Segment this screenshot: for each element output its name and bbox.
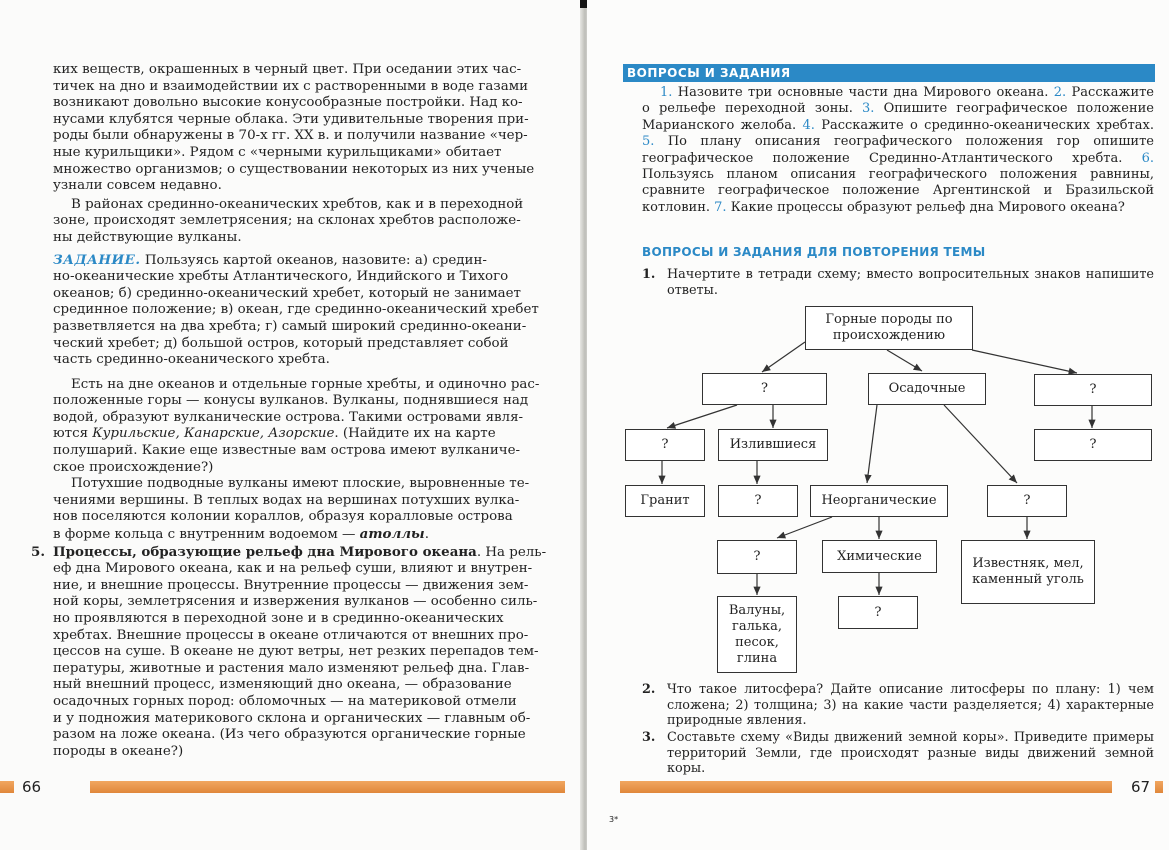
para-earthquakes (53, 197, 564, 247)
footer-bar-left (90, 781, 565, 793)
left-text-block (31, 62, 564, 760)
text-line: пературы, животные и растения мало изменяют рельеф дна. Глав- (53, 660, 530, 676)
box-granite: Гранит (625, 485, 705, 517)
text-line: нов поселяются колонии кораллов, образуя коралловые острова (53, 509, 513, 525)
question-number: 7. (714, 199, 727, 215)
text-line: ких веществ, окрашенных в черный цвет. При оседании этих час- (53, 62, 522, 77)
right-page (587, 0, 1169, 850)
review-header: ВОПРОСЫ И ЗАДАНИЯ ДЛЯ ПОВТОРЕНИЯ ТЕМЫ (642, 245, 986, 259)
atoll-post: . (424, 527, 429, 543)
text-line: еф дна Мирового океана, как и на рельеф суши, влияют и внутрен- (53, 561, 533, 577)
text-line: срединное положение; в) океан, где срединно-океанический хребет (53, 302, 539, 318)
box-clastic-examples: Валуны, галька, песок, глина (717, 596, 797, 673)
box-chemical: Химические (822, 540, 937, 573)
para-black-smokers (53, 62, 564, 195)
box-clastic: ? (717, 540, 797, 574)
text-line: нусами клубятся черные облака. Эти удивительные творения при- (53, 111, 529, 127)
page-number-left: 66 (22, 778, 42, 796)
box-metamorphic-child: ? (1034, 429, 1152, 461)
arrow-magmatic-to-intrusive (667, 405, 737, 428)
page-number-right: 67 (1131, 778, 1151, 796)
text-line: роды были обнаружены в 70-х гг. XX в. и получили название «чер- (53, 128, 528, 144)
task-label: ЗАДАНИЕ. (53, 251, 141, 268)
footer-bar-right-edge (1155, 781, 1163, 793)
review-item-3-number: 3. (642, 730, 656, 745)
text-line: ный внешний процесс, изменяющий дно океана, — образование (53, 677, 512, 693)
review-item-1-number: 1. (642, 267, 656, 282)
text-line: зоне, происходят землетрясения; на склонах хребтов расположе- (53, 213, 521, 229)
text-line: океанов; б) срединно-океанический хребет, который не занимает (53, 285, 521, 301)
review-item-1-text: Начертите в тетради схему; вместо вопросительных знаков напишите ответы. (667, 267, 1154, 298)
review-item-2-text: Что такое литосфера? Дайте описание литосферы по плану: 1) чем сложена; 2) толщина; 3) на какие части разделяется; 4) характерные природные явления. (667, 682, 1154, 729)
text-line: хребтах. Внешние процессы в океане отличаются от внешних про- (53, 627, 529, 643)
footer-bar-right (620, 781, 1112, 793)
text-line: ние, и внешние процессы. Внутренние процессы — движения зем- (53, 577, 529, 593)
task-block (53, 252, 564, 369)
text-line: чениями вершины. В теплых водах на вершинах потухших вулка- (53, 492, 520, 508)
question-text: Опишите географическое положение Марианского желоба. (642, 101, 1154, 133)
review-item-2-number: 2. (642, 682, 656, 697)
question-number: 6. (1141, 150, 1154, 166)
question-number: 2. (1053, 85, 1067, 100)
text-line: ной коры, землетрясения и извержения вулканов — особенно силь- (53, 594, 538, 610)
islands-names: Курильские, Канарские, Азорские (92, 426, 335, 442)
text-line: Потухшие подводные вулканы имеют плоские, выровненные те- (71, 476, 530, 492)
text-line: узнали совсем недавно. (53, 178, 222, 194)
text-line: ское происхождение?) (53, 459, 214, 475)
box-sedimentary: Осадочные (868, 373, 986, 405)
question-text: Расскажите о рельефе переходной зоны. (642, 85, 1154, 117)
review-item-2 (642, 682, 1154, 729)
box-effusive: Излившиеся (718, 429, 828, 461)
review-item-3 (642, 730, 1154, 777)
text-line: часть срединно-океанического хребта. (53, 352, 330, 368)
text-line: положенные горы — конусы вулканов. Вулканы, поднявшиеся над (53, 393, 529, 409)
arrow-root-to-metamorphic (972, 350, 1077, 373)
question-number: 5. (642, 134, 655, 150)
box-inorganic: Неорганические (810, 485, 948, 517)
question-text: Какие процессы образуют рельеф дна Мирового океана? (726, 199, 1125, 215)
arrow-inorganic-to-clastic (777, 517, 832, 538)
text-line: В районах срединно-океанических хребтов, как и в переходной (71, 196, 524, 212)
text-line: возникают довольно высокие конусообразные постройки. Над ко- (53, 95, 523, 111)
text-line: цессов на суше. В океане не дуют ветры, нет резких перепадов тем- (53, 644, 539, 660)
text-line: но-океанические хребты Атлантического, Индийского и Тихого (53, 269, 509, 285)
text-line: породы в океане?) (53, 743, 184, 759)
box-magmatic: ? (702, 373, 827, 405)
text-line: ческий хребет; д) большой остров, который представляет собой (53, 335, 509, 351)
section-5-title: Процессы, образующие рельеф дна Мирового океана (53, 543, 477, 560)
text-line: разом на ложе океана. (Из чего образуются органические горные (53, 727, 526, 743)
atoll-pre: в форме кольца с внутренним водоемом — (53, 527, 360, 543)
atoll-term: атоллы (359, 526, 425, 543)
text-line: Есть на дне океанов и отдельные горные хребты, и одиночно рас- (71, 376, 540, 392)
text-line: полушарий. Какие еще известные вам острова имеют вулканиче- (53, 443, 521, 459)
footer-bar-left-edge (0, 781, 14, 793)
text-line: осадочных горных пород: обломочных — на материковой отмели (53, 693, 517, 709)
islands-post: . (Найдите их на карте (334, 426, 496, 442)
text-line: ны действующие вулканы. (53, 229, 242, 245)
box-chemical-child: ? (838, 596, 918, 629)
para-volcanoes (53, 377, 564, 477)
box-organic: ? (987, 485, 1067, 517)
question-number: 1. (660, 85, 673, 100)
text-line: водой, образуют вулканические острова. Такими островами явля- (53, 409, 524, 425)
text-line: тичек на дно и взаимодействии их с растворенными в воде газами (53, 78, 529, 94)
question-number: 4. (802, 117, 815, 133)
section-5-number: 5. (31, 543, 45, 560)
para-atolls (53, 476, 564, 543)
text-line: но проявляются в переходной зоне и в срединно-океанических (53, 611, 504, 626)
task-first-line: Пользуясь картой океанов, назовите: а) средин- (140, 252, 487, 268)
text-line: множество организмов; о существовании некоторых из них ученые (53, 161, 535, 177)
box-root: Горные породы по происхождению (805, 306, 973, 350)
arrow-sedimentary-to-inorganic (867, 405, 877, 483)
box-effusive-child: ? (718, 485, 798, 517)
arrow-sedimentary-to-organic (944, 405, 1017, 483)
text-line: ные курильщики». Рядом с «черными курильщиками» обитает (53, 144, 502, 160)
question-number: 3. (862, 101, 875, 117)
question-text: Пользуясь планом описания географического положения равнины, сравните географическое положение Аргентинской и Бразильской котловин. (642, 167, 1154, 215)
page-footnote-mark: 3* (609, 815, 619, 824)
arrow-root-to-sedimentary (887, 350, 922, 371)
section-5 (31, 543, 564, 761)
question-text: Назовите три основные части дна Мирового океана. (672, 85, 1054, 100)
question-text: Расскажите о срединно-океанических хребтах. (814, 117, 1155, 133)
text-line: разветвляется на два хребта; г) самый широкий срединно-океани- (53, 318, 527, 334)
box-organic-examples: Известняк, мел, каменный уголь (961, 540, 1095, 604)
islands-pre: ются (53, 426, 93, 442)
review-item-3-text: Составьте схему «Виды движений земной коры». Приведите примеры территорий Земли, где происходят разные виды движений земной коры. (667, 730, 1154, 777)
text-line: и у подножия материкового склона и органических — главным об- (53, 710, 531, 726)
questions-header: ВОПРОСЫ И ЗАДАНИЯ (623, 64, 1155, 82)
box-metamorphic: ? (1034, 374, 1152, 406)
question-text: По плану описания географического положения гор опишите географическое положение Срединно-Атлантического хребта. (642, 134, 1154, 166)
arrow-root-to-magmatic (762, 342, 805, 372)
box-intrusive: ? (625, 429, 705, 461)
section-5-first: . На рель- (476, 544, 547, 560)
